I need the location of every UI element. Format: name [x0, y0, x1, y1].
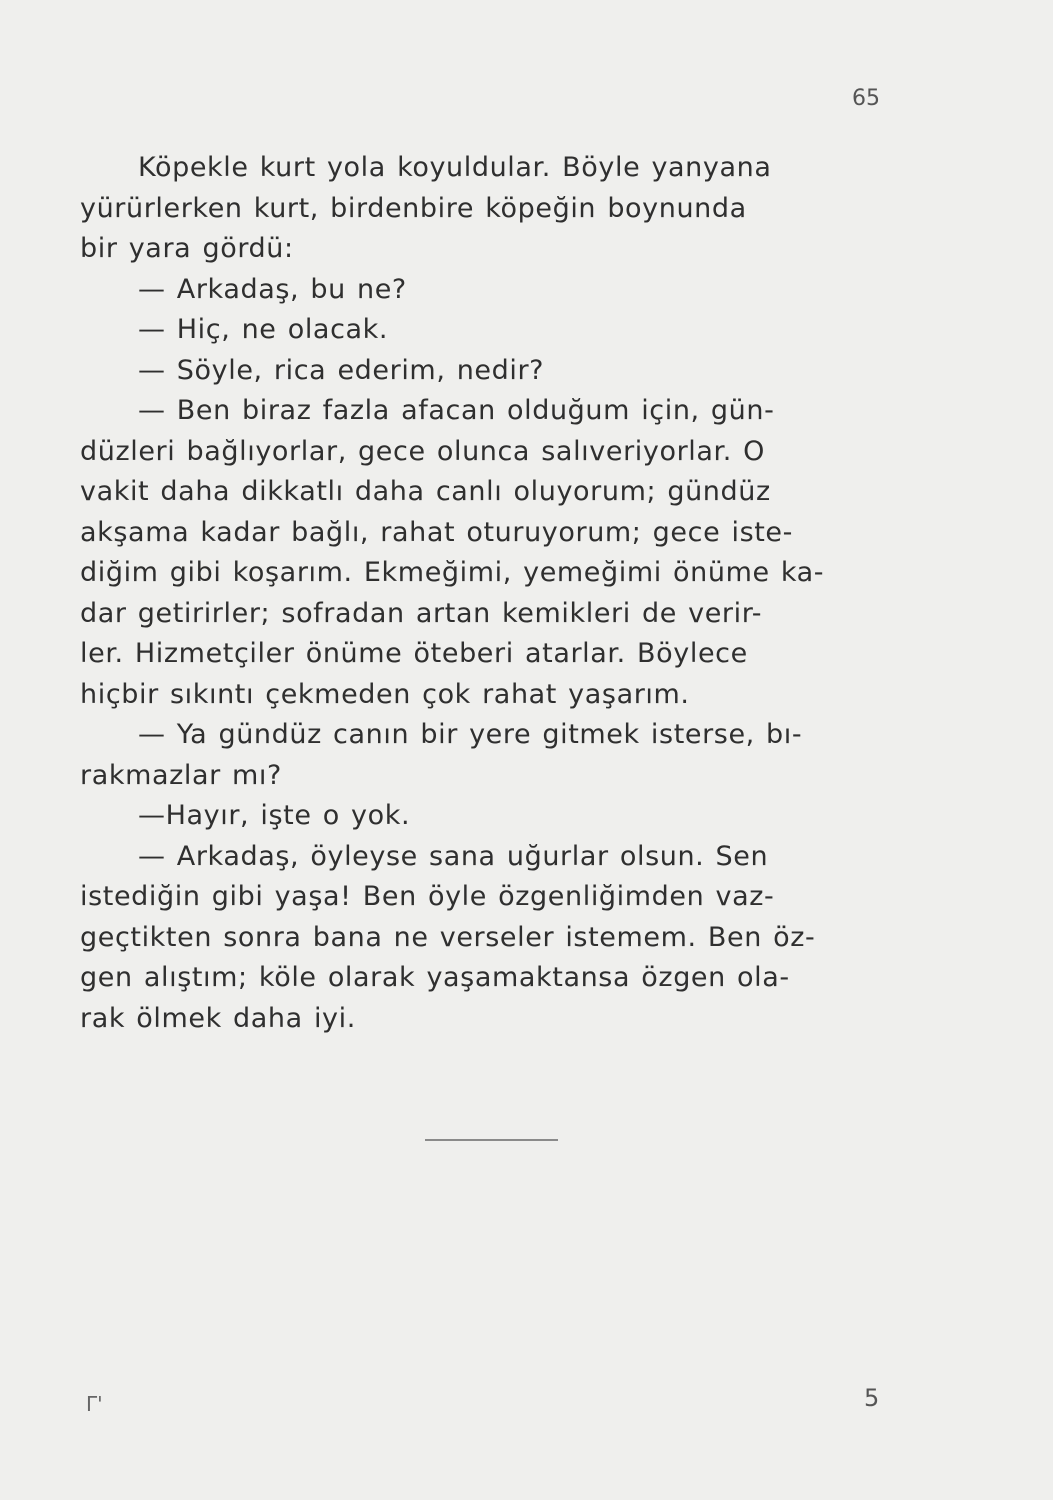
signature-number: 5: [864, 1384, 880, 1412]
text-line: — Söyle, rica ederim, nedir?: [138, 354, 545, 386]
text-line: yürürlerken kurt, birdenbire köpeğin boynunda: [80, 192, 747, 224]
text-line: — Arkadaş, bu ne?: [138, 273, 407, 305]
text-line: — Ya gündüz canın bir yere gitmek isterse, bı-: [138, 719, 803, 750]
text-line: akşama kadar bağlı, rahat oturuyorum; gece iste-: [80, 516, 793, 548]
text-line: geçtikten sonra bana ne verseler istemem. Ben öz-: [80, 921, 816, 953]
text-line: düzleri bağlıyorlar, gece olunca salıveriyorlar. O: [80, 435, 765, 467]
text-line: istediğin gibi yaşa! Ben öyle özgenliğimden vaz-: [80, 881, 775, 912]
text-line: dar getirirler; sofradan artan kemikleri de verir-: [80, 597, 763, 629]
text-line: — Ben biraz fazla afacan olduğum için, gün-: [138, 395, 775, 426]
section-separator: [425, 1139, 558, 1141]
text-line: ler. Hizmetçiler önüme öteberi atarlar. Böylece: [80, 638, 748, 669]
text-line: Köpekle kurt yola koyuldular. Böyle yanyana: [138, 152, 772, 183]
text-line: vakit daha dikkatlı daha canlı oluyorum; gündüz: [80, 476, 771, 507]
page-number: 65: [852, 86, 880, 111]
text-line: bir yara gördü:: [80, 233, 294, 264]
text-line: hiçbir sıkıntı çekmeden çok rahat yaşarım.: [80, 678, 690, 710]
text-line: — Hiç, ne olacak.: [138, 314, 389, 345]
text-line: — Arkadaş, öyleyse sana uğurlar olsun. Sen: [138, 840, 769, 872]
text-line: rakmazlar mı?: [80, 759, 282, 791]
body-text: [80, 148, 892, 1039]
corner-mark: Γ': [86, 1392, 103, 1416]
text-line: —Hayır, işte o yok.: [138, 800, 411, 831]
text-line: diğim gibi koşarım. Ekmeğimi, yemeğimi önüme ka-: [80, 557, 825, 588]
text-line: rak ölmek daha iyi.: [80, 1002, 356, 1034]
text-line: gen alıştım; köle olarak yaşamaktansa özgen ola-: [80, 962, 790, 993]
